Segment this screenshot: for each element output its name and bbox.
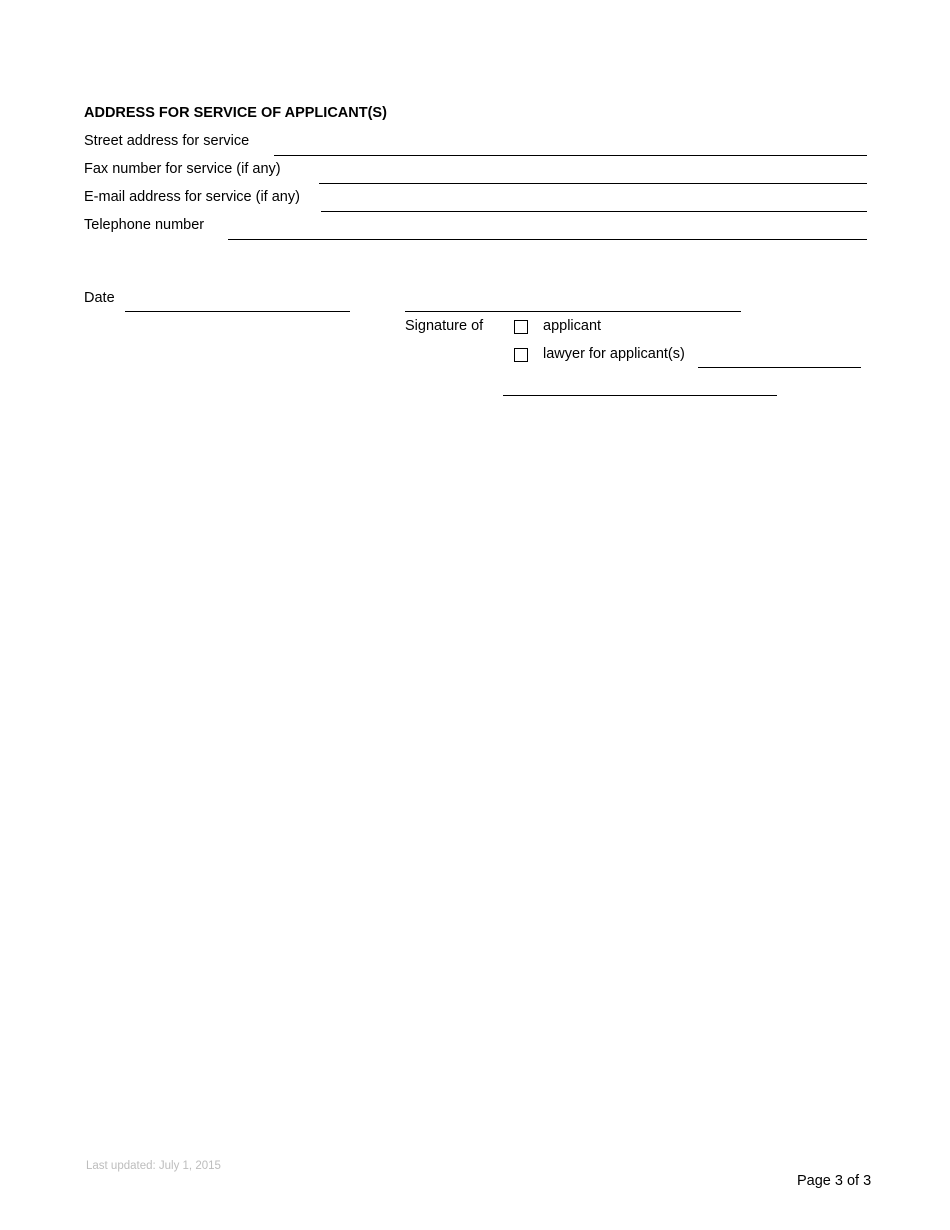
lawyer-checkbox[interactable] xyxy=(514,348,528,362)
applicant-checkbox[interactable] xyxy=(514,320,528,334)
section-heading: ADDRESS FOR SERVICE OF APPLICANT(S) xyxy=(84,105,387,121)
applicant-option-label: applicant xyxy=(543,318,602,334)
additional-signature-line[interactable] xyxy=(503,395,777,396)
signature-line[interactable] xyxy=(405,311,741,312)
email-address-field[interactable] xyxy=(321,211,867,212)
fax-number-field[interactable] xyxy=(319,183,867,184)
telephone-number-label: Telephone number xyxy=(84,217,205,233)
street-address-label: Street address for service xyxy=(84,133,250,149)
street-address-field[interactable] xyxy=(274,155,867,156)
signature-of-label: Signature of xyxy=(405,318,484,334)
page-indicator: Page 3 of 3 xyxy=(797,1173,872,1189)
email-address-label: E-mail address for service (if any) xyxy=(84,189,300,205)
date-label: Date xyxy=(84,290,115,306)
last-updated-text: Last updated: July 1, 2015 xyxy=(86,1160,221,1172)
lawyer-option-label: lawyer for applicant(s) xyxy=(543,346,685,362)
lawyer-name-field[interactable] xyxy=(698,367,861,368)
telephone-number-field[interactable] xyxy=(228,239,867,240)
date-field[interactable] xyxy=(125,311,350,312)
fax-number-label: Fax number for service (if any) xyxy=(84,161,281,177)
